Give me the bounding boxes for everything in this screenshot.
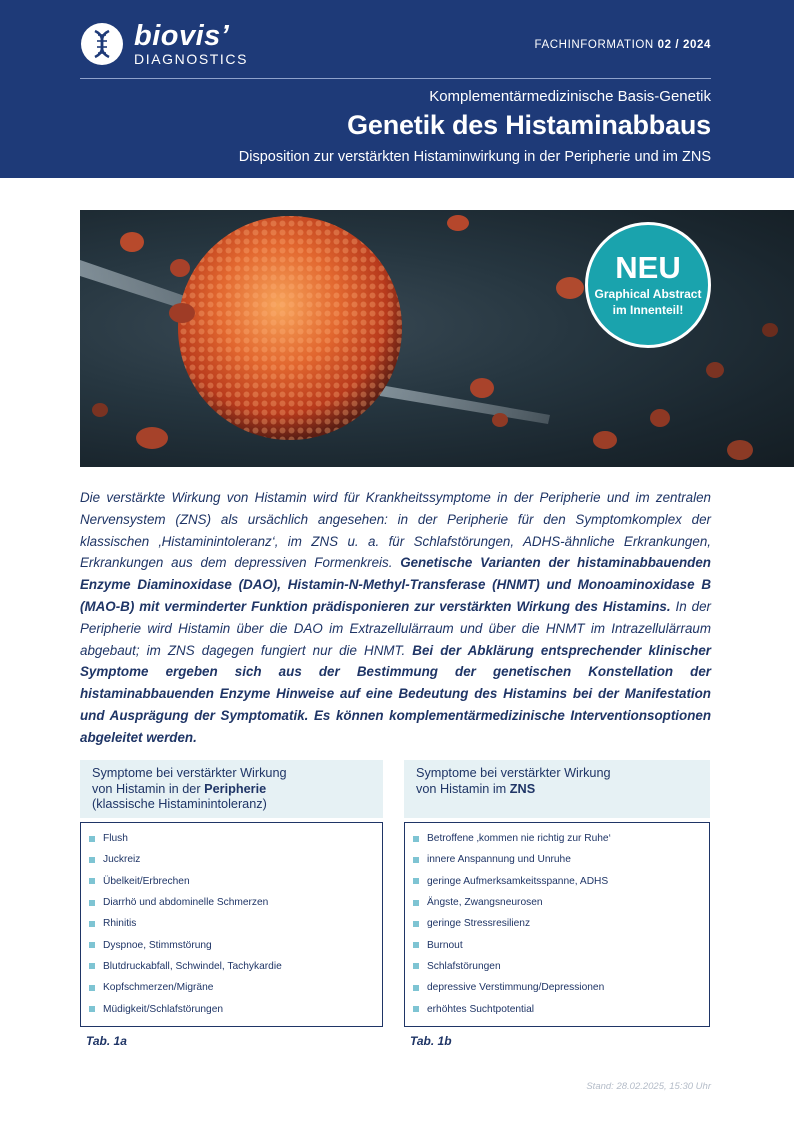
bullet-square-icon: [89, 942, 95, 948]
list-item-text: geringe Stressresilienz: [427, 918, 531, 930]
list-item: [413, 913, 709, 934]
badge-line2: im Innenteil!: [612, 302, 684, 317]
list-item-text: Diarrhö und abdominelle Schmerzen: [103, 897, 269, 909]
list-item-text: geringe Aufmerksamkeitsspanne, ADHS: [427, 875, 609, 887]
bullet-square-icon: [413, 942, 419, 948]
bullet-square-icon: [89, 963, 95, 969]
list-item-text: depressive Verstimmung/Depressionen: [427, 982, 605, 994]
bullet-square-icon: [89, 1006, 95, 1012]
bullet-square-icon: [413, 878, 419, 884]
list-item-text: Rhinitis: [103, 918, 137, 930]
bullet-square-icon: [89, 857, 95, 863]
list-item-text: Kopfschmerzen/Migräne: [103, 982, 214, 994]
bullet-square-icon: [413, 921, 419, 927]
badge-line1: Graphical Abstract: [594, 286, 702, 301]
bullet-square-icon: [89, 836, 95, 842]
list-item: [413, 956, 709, 977]
intro-paragraph: [80, 487, 711, 749]
table-1a-caption: Tab. 1a: [86, 1034, 127, 1048]
list-item: [413, 849, 709, 870]
table-1b-caption: Tab. 1b: [410, 1034, 452, 1048]
fachinfo-prefix: FACHINFORMATION: [534, 39, 654, 51]
bullet-square-icon: [413, 900, 419, 906]
header-divider: [80, 78, 711, 79]
table-1a-head-line3: (klassische Histaminintoleranz): [92, 797, 267, 811]
list-item: [89, 892, 382, 913]
table-1b-head-prefix: von Histamin im: [416, 781, 510, 796]
page-title: Genetik des Histaminabbaus: [347, 110, 711, 140]
intro-text-1: Die verstärkte Wirkung von Histamin wird für Krankheitssymptome in der Peripherie und im zentralen Nervensystem (ZNS) als ursächlich angesehen: in der Peripherie für den Symptomkomplex der klassischen ‚Histaminintoleranz‘, im ZNS u. a. für Schlafstörungen, ADHS-ähnliche Erkrankungen, Erkrankungen aus dem depressiven Formenkreis.: [80, 490, 711, 571]
list-item-text: Ängste, Zwangsneurosen: [427, 897, 543, 909]
list-item-text: Dyspnoe, Stimmstörung: [103, 939, 212, 951]
list-item-text: Betroffene ‚kommen nie richtig zur Ruhe‘: [427, 833, 611, 845]
bullet-square-icon: [89, 985, 95, 991]
bullet-square-icon: [413, 1006, 419, 1012]
list-item: [89, 871, 382, 892]
fachinformation-label: [535, 39, 711, 51]
header-band: [0, 0, 794, 178]
intro-bold-1: Genetische Varianten der histaminabbauenden Enzyme Diaminoxidase (DAO), Histamin-N-Methyl-Transferase (HNMT) und Monoaminoxidase B (MAO-B) mit verminderter Funktion prädisponieren zur verstärkten Wirkung des Histamins.: [80, 555, 711, 614]
logo-brand: biovis’: [134, 20, 230, 52]
list-item-text: innere Anspannung und Unruhe: [427, 854, 571, 866]
table-1b-header: [404, 760, 710, 818]
table-1b: [404, 760, 710, 1027]
list-item: [89, 934, 382, 955]
table-1a: [80, 760, 383, 1027]
intro-text-2: In der Peripherie wird Histamin über die DAO im Extrazellulärraum und über die HNMT im Intrazellulärraum abgebaut; im ZNS dagegen fungiert nur die HNMT.: [80, 598, 712, 658]
list-item-text: Schlafstörungen: [427, 960, 501, 972]
list-item: [89, 998, 382, 1019]
table-1b-head-line2: [416, 782, 698, 798]
intro-bold-2: Bei der Abklärung entsprechender klinischer Symptome ergeben sich aus der Bestimmung der genetischen Konstellation der histaminabbauenden Enzyme Hinweise auf eine Bedeutung des Histamins bei der Manifestation und Ausprägung der Symptomatik. Es können komplementärmedizinische Interventionsoptionen abgeleitet werden.: [80, 642, 711, 745]
table-1a-head-bold: Peripherie: [204, 781, 267, 796]
badge-neu-label: NEU: [615, 249, 681, 285]
dna-logo-icon: [80, 22, 124, 66]
neu-badge: [585, 222, 711, 348]
logo-wordmark: [134, 22, 248, 66]
list-item: [413, 828, 709, 849]
logo[interactable]: [80, 22, 248, 66]
table-1a-body: [80, 822, 383, 1027]
list-item-text: erhöhtes Suchtpotential: [427, 1003, 535, 1015]
stand-date: Stand: 28.02.2025, 15:30 Uhr: [586, 1081, 711, 1092]
logo-sub: DIAGNOSTICS: [134, 51, 249, 67]
list-item: [413, 892, 709, 913]
list-item: [89, 849, 382, 870]
bullet-square-icon: [413, 857, 419, 863]
fachinfo-issue: 02 / 2024: [657, 39, 711, 51]
bullet-square-icon: [89, 900, 95, 906]
list-item: [89, 977, 382, 998]
table-1a-header: [80, 760, 383, 818]
list-item: [89, 913, 382, 934]
kicker: Komplementärmedizinische Basis-Genetik: [429, 88, 711, 105]
bullet-square-icon: [413, 963, 419, 969]
table-1a-head-prefix: von Histamin in der: [92, 781, 205, 796]
list-item: [89, 828, 382, 849]
table-1b-body: [404, 822, 710, 1027]
list-item: [413, 998, 709, 1019]
list-item: [413, 871, 709, 892]
bullet-square-icon: [89, 921, 95, 927]
table-1b-head-line1: Symptome bei verstärkter Wirkung: [416, 766, 611, 780]
table-1a-head-line1: Symptome bei verstärkter Wirkung: [92, 766, 287, 780]
list-item-text: Müdigkeit/Schlafstörungen: [103, 1003, 224, 1015]
list-item-text: Burnout: [427, 939, 463, 951]
page-subtitle: Disposition zur verstärkten Histaminwirkung in der Peripherie und im ZNS: [238, 149, 711, 165]
bullet-square-icon: [413, 836, 419, 842]
list-item-text: Flush: [103, 833, 128, 845]
table-1b-head-bold: ZNS: [509, 781, 536, 796]
list-item-text: Blutdruckabfall, Schwindel, Tachykardie: [103, 960, 282, 972]
list-item: [413, 934, 709, 955]
table-1a-head-line2: [92, 782, 371, 798]
bullet-square-icon: [413, 985, 419, 991]
list-item-text: Übelkeit/Erbrechen: [103, 875, 190, 887]
list-item: [413, 977, 709, 998]
bullet-square-icon: [89, 878, 95, 884]
list-item: [89, 956, 382, 977]
list-item-text: Juckreiz: [103, 854, 141, 866]
